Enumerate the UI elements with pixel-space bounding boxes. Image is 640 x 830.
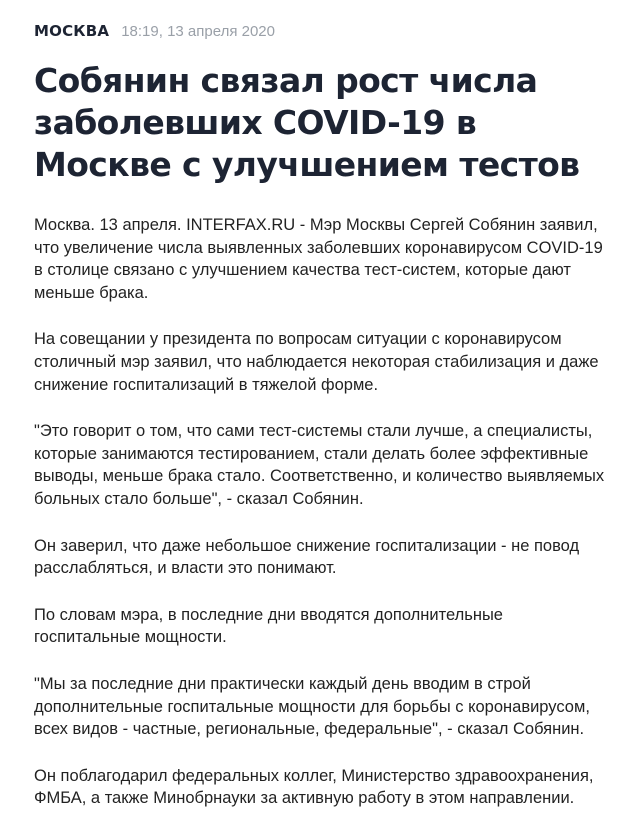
paragraph: "Мы за последние дни практически каждый день вводим в строй дополнительные госпитальные мощности для борьбы с коронавирусом, всех видов - частные, региональные, федеральные", - сказал Собянин. xyxy=(34,674,590,739)
region-link[interactable]: МОСКВА xyxy=(34,22,110,40)
paragraph: Он заверил, что даже небольшое снижение госпитализации - не повод расслабляться, и власти это понимают. xyxy=(34,536,580,578)
paragraph: На совещании у президента по вопросам ситуации с коронавирусом столичный мэр заявил, что наблюдается некоторая стабилизация и даже снижение госпитализаций в тяжелой форме. xyxy=(34,330,599,394)
paragraph: "Это говорит о том, что сами тест-системы стали лучше, а специалисты, которые занимаются тестированием, стали делать более эффективные выводы, меньше брака стало. Соответственно, и количество выявляемых больных стало больше", - сказал Собянин. xyxy=(34,422,605,508)
article-headline: Собянин связал рост числа заболевших COVID-19 в Москве с улучшением тестов xyxy=(34,61,580,184)
paragraph: По словам мэра, в последние дни вводятся дополнительные госпитальные мощности. xyxy=(34,605,503,647)
article-meta xyxy=(34,22,608,52)
paragraph: Москва. 13 апреля. INTERFAX.RU - Мэр Москвы Сергей Собянин заявил, что увеличение числа выявленных заболевших коронавирусом COVID-19 в столице связано с улучшением качества тест-систем, которые дают меньше брака. xyxy=(34,216,603,302)
paragraph: Он поблагодарил федеральных коллег, Министерство здравоохранения, ФМБА, а также Минобрнауки за активную работу в этом направлении. xyxy=(34,766,594,808)
publish-datetime: 18:19, 13 апреля 2020 xyxy=(121,23,275,40)
article-body xyxy=(34,214,608,810)
